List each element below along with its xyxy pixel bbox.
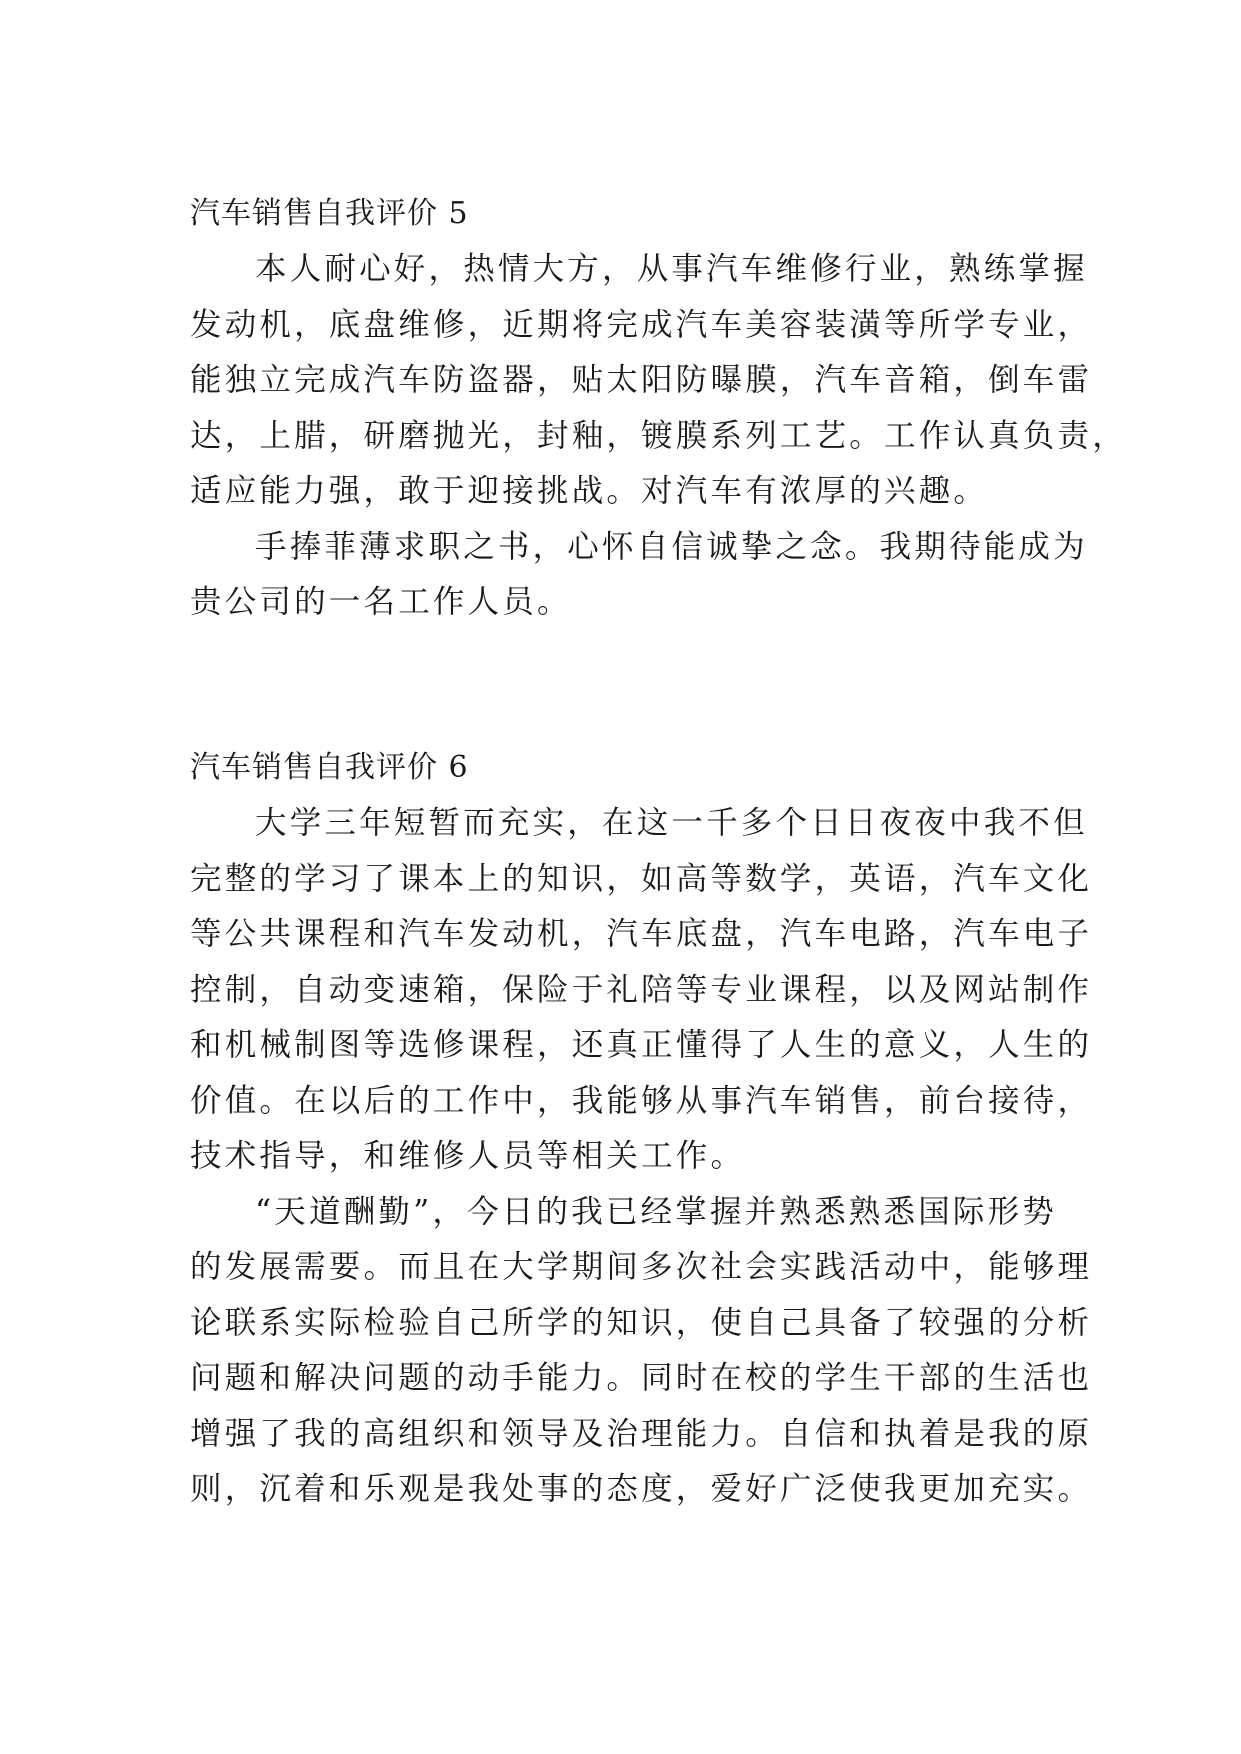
paragraph-line: 问题和解决问题的动手能力。同时在校的学生干部的生活也 <box>190 1360 1093 1396</box>
paragraph-line: 发动机，底盘维修，近期将完成汽车美容装潢等所学专业， <box>190 306 1093 343</box>
paragraph-line: 完整的学习了课本上的知识，如高等数学，英语，汽车文化 <box>190 860 1093 897</box>
paragraph-line: 达，上腊，研磨抛光，封釉，镀膜系列工艺。工作认真负责， <box>190 417 1127 454</box>
section-title: 汽车销售自我评价 6 <box>190 750 469 785</box>
paragraph-line: 本人耐心好，热情大方，从事汽车维修行业，熟练掌握 <box>255 251 1088 287</box>
paragraph-line: 则，沉着和乐观是我处事的态度，爱好广泛使我更加充实。 <box>190 1471 1093 1507</box>
paragraph-line: 论联系实际检验自己所学的知识，使自己具备了较强的分析 <box>190 1304 1093 1341</box>
paragraph-line: 控制，自动变速箱，保险于礼陪等专业课程，以及网站制作 <box>190 971 1093 1008</box>
paragraph-line: 等公共课程和汽车发动机，汽车底盘，汽车电路，汽车电子 <box>190 916 1093 952</box>
section-title: 汽车销售自我评价 5 <box>190 196 469 231</box>
paragraph-line: 手捧菲薄求职之书，心怀自信诚挚之念。我期待能成为 <box>255 528 1088 565</box>
paragraph-line: 适应能力强，敢于迎接挑战。对汽车有浓厚的兴趣。 <box>190 473 989 509</box>
paragraph-line: 的发展需要。而且在大学期间多次社会实践活动中，能够理 <box>190 1249 1093 1285</box>
paragraph-line: 和机械制图等选修课程，还真正懂得了人生的意义，人生的 <box>190 1027 1093 1063</box>
paragraph-line: 大学三年短暂而充实，在这一千多个日日夜夜中我不但 <box>255 805 1088 841</box>
paragraph-line: “天道酬勤”，今日的我已经掌握并熟悉熟悉国际形势 <box>255 1193 1058 1230</box>
paragraph-line: 贵公司的一名工作人员。 <box>190 584 572 620</box>
paragraph-line: 增强了我的高组织和领导及治理能力。自信和执着是我的原 <box>190 1415 1093 1452</box>
paragraph-line: 价值。在以后的工作中，我能够从事汽车销售，前台接待， <box>190 1082 1093 1119</box>
section-self-evaluation-5 <box>190 188 1127 631</box>
section-self-evaluation-6 <box>190 742 1093 1518</box>
paragraph-line: 能独立完成汽车防盗器，贴太阳防曝膜，汽车音箱，倒车雷 <box>190 362 1093 398</box>
paragraph-line: 技术指导，和维修人员等相关工作。 <box>190 1138 746 1174</box>
